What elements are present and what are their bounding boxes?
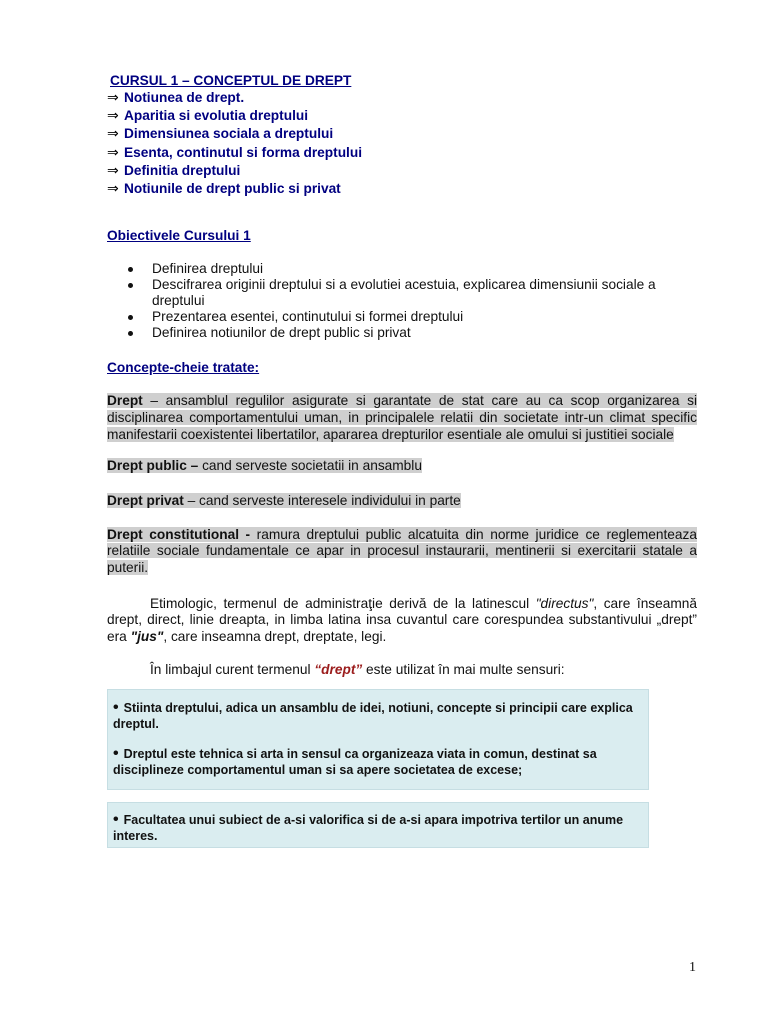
outline-item-label: Aparitia si evolutia dreptului <box>124 108 309 124</box>
sense-item: • Facultatea unui subiect de a-si valorifica si de a-si apara impotriva tertilor un anume interes. <box>113 813 644 844</box>
highlight <box>107 493 461 508</box>
double-arrow-icon: ⇒ <box>107 89 119 106</box>
etymology-end: , care inseamna drept, dreptate, legi. <box>163 628 387 644</box>
outline-item <box>107 125 697 143</box>
latin-noun: "jus" <box>130 628 164 644</box>
objectives-heading: Obiectivele Cursului 1 <box>107 227 251 243</box>
definition-drept <box>107 392 697 443</box>
senses-box <box>107 802 649 848</box>
title-line <box>107 72 697 89</box>
objectives-list <box>107 261 697 341</box>
outline-item <box>107 144 697 162</box>
outline-item-label: Definitia dreptului <box>124 162 241 178</box>
sense-item: • Stiinta dreptului, adica un ansamblu de idei, notiuni, concepte si principii care explica dreptul. <box>113 701 644 732</box>
usage-before: În limbajul curent termenul <box>150 661 315 677</box>
outline-item <box>107 107 697 125</box>
definition-text: – ansamblul regulilor asigurate si garantate de stat care au ca scop organizarea si disciplinarea comportamentului uman, in principalele relatii din societate intr-un climat specific manifestarii coexistentei libertatilor, apararea drepturilor esentiale ale omului si justitiei sociale <box>107 392 697 442</box>
highlight <box>107 527 697 575</box>
page-number: 1 <box>689 960 696 975</box>
usage-paragraph <box>107 661 697 678</box>
outline-item <box>107 89 697 107</box>
list-item: Descifrarea originii dreptului si a evolutiei acestuia, explicarea dimensiunii sociale a dreptului <box>152 277 697 309</box>
etymology-intro: Etimologic, termenul de administraţie derivă de la latinescul <box>150 595 536 611</box>
usage-term: “drept” <box>314 661 363 677</box>
concepts-heading: Concepte-cheie tratate: <box>107 359 260 375</box>
definition-text: – cand serveste interesele individului in parte <box>183 492 461 508</box>
outline-item-label: Dimensiunea sociala a dreptului <box>124 126 334 142</box>
outline-item <box>107 162 697 180</box>
double-arrow-icon: ⇒ <box>107 126 119 143</box>
definition-term: Drept <box>107 392 143 408</box>
double-arrow-icon: ⇒ <box>107 181 119 198</box>
definition-drept-privat <box>107 492 697 509</box>
double-arrow-icon: ⇒ <box>107 108 119 125</box>
course-header <box>107 72 697 199</box>
list-item: Definirea dreptului <box>152 261 697 277</box>
latin-term: "directus" <box>535 595 594 611</box>
usage-after: este utilizat în mai multe sensuri: <box>362 661 565 677</box>
sense-item: • Dreptul este tehnica si arta in sensul ca organizeaza viata in comun, destinat sa disciplineze comportamentul uman si sa apere societatea de excese; <box>113 747 644 778</box>
double-arrow-icon: ⇒ <box>107 162 119 179</box>
highlight <box>107 458 422 473</box>
definition-term: Drept public – <box>107 457 199 473</box>
definition-term: Drept privat <box>107 492 184 508</box>
definition-term: Drept constitutional - <box>107 526 251 542</box>
definition-text: ramura dreptului public alcatuita din norme juridice ce reglementeaza relatiile sociale fundamentale ce apar in procesul instaurarii, mentinerii si exercitarii statale a puterii. <box>107 526 697 575</box>
outline-item-label: Esenta, continutul si forma dreptului <box>124 144 363 160</box>
list-item: Prezentarea esentei, continutului si formei dreptului <box>152 309 697 325</box>
list-item: Definirea notiunilor de drept public si privat <box>152 325 697 341</box>
senses-box <box>107 689 649 790</box>
etymology-paragraph <box>107 596 697 646</box>
definition-drept-constitutional <box>107 527 697 577</box>
outline-item-label: Notiunea de drept. <box>124 89 245 105</box>
etymology-middle: , care înseamnă drept, direct, linie dreapta, in limba latina insa cuvantul care corespundea substantivului „drept” era <box>107 595 697 644</box>
outline-item <box>107 180 697 198</box>
double-arrow-icon: ⇒ <box>107 144 119 161</box>
highlight <box>107 393 697 442</box>
course-title: CURSUL 1 – CONCEPTUL DE DREPT <box>110 72 352 88</box>
definition-drept-public <box>107 457 697 474</box>
definition-text: cand serveste societatii in ansamblu <box>198 457 422 473</box>
outline-item-label: Notiunile de drept public si privat <box>124 181 341 197</box>
